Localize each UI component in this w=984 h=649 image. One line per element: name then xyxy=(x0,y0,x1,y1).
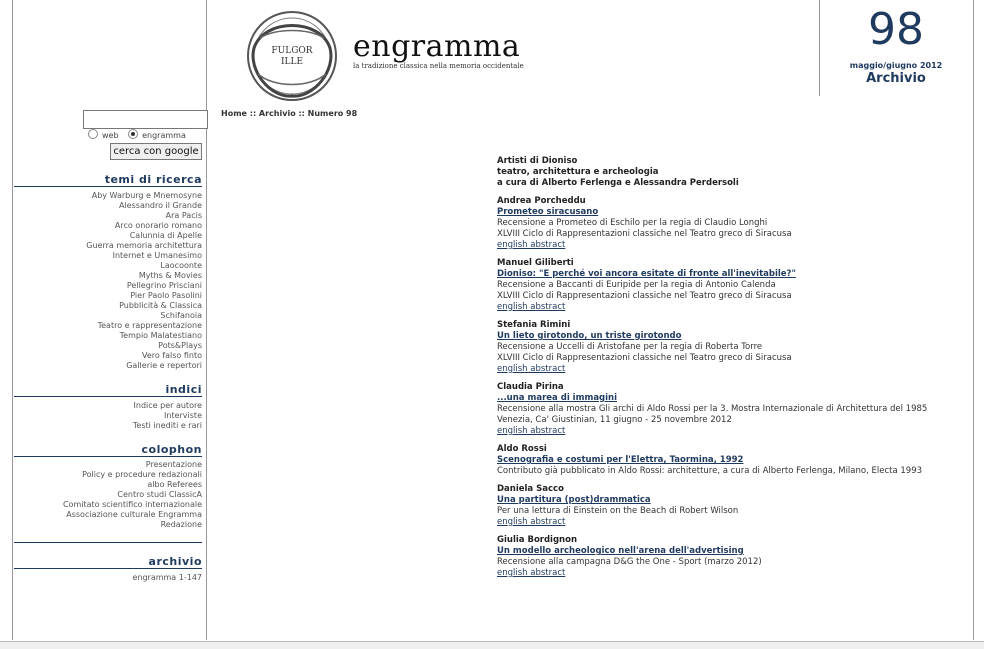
article-description: Per una lettura di Einstein on the Beach di Robert Wilson xyxy=(497,506,739,516)
sidebar-link[interactable]: Guerra memoria architettura xyxy=(86,241,202,250)
article-author: Stefania Rimini xyxy=(497,320,571,330)
sidebar-link[interactable]: Associazione culturale Engramma xyxy=(66,510,202,519)
list-colophon xyxy=(63,460,202,530)
logo-text-2: ILLE xyxy=(280,57,304,67)
sidebar-link[interactable]: Centro studi ClassicA xyxy=(117,490,202,499)
article-author: Daniela Sacco xyxy=(497,484,564,494)
article-author: Andrea Porcheddu xyxy=(497,196,586,206)
article-list xyxy=(497,196,927,579)
section-rule xyxy=(14,568,202,569)
article-title-link[interactable]: Un modello archeologico nell'arena dell'advertising xyxy=(497,546,744,556)
sidebar-link[interactable]: albo Referees xyxy=(147,480,202,489)
radio-web[interactable] xyxy=(88,129,98,139)
english-abstract-link[interactable]: english abstract xyxy=(497,364,566,374)
article-title-link[interactable]: Scenografia e costumi per l'Elettra, Taormina, 1992 xyxy=(497,455,744,465)
section-title-indici: indici xyxy=(165,383,202,396)
article-entry xyxy=(497,484,927,528)
intro-title: Artisti di Dioniso xyxy=(497,156,578,166)
article-entry xyxy=(497,196,927,251)
search-input[interactable] xyxy=(83,110,208,129)
radio-web-label: web xyxy=(102,131,119,140)
article-entry xyxy=(497,320,927,375)
article-description: Recensione alla mostra Gli archi di Aldo Rossi per la 3. Mostra Internazionale di Architettura del 1985 xyxy=(497,404,928,414)
sidebar-link[interactable]: Ara Pacis xyxy=(165,211,202,220)
logo-text-1: FULGOR xyxy=(271,46,313,56)
sidebar-link[interactable]: Teatro e rappresentazione xyxy=(97,321,202,330)
sidebar-link[interactable]: Pellegrino Prisciani xyxy=(126,281,202,290)
english-abstract-link[interactable]: english abstract xyxy=(497,568,566,578)
breadcrumb[interactable]: Home :: Archivio :: Numero 98 xyxy=(221,109,358,118)
article-title-link[interactable]: ...una marea di immagini xyxy=(497,393,618,403)
article-entry xyxy=(497,535,927,579)
search-button[interactable]: cerca con google xyxy=(110,143,202,160)
article-context: XLVIII Ciclo di Rappresentazioni classiche nel Teatro greco di Siracusa xyxy=(497,291,792,301)
sidebar-link[interactable]: Interviste xyxy=(164,411,202,420)
english-abstract-link[interactable]: english abstract xyxy=(497,302,566,312)
article-description: Recensione a Baccanti di Euripide per la regia di Antonio Calenda xyxy=(497,280,776,290)
article-author: Aldo Rossi xyxy=(497,444,547,454)
search-scope xyxy=(88,129,193,140)
section-title-colophon: colophon xyxy=(141,443,202,456)
sidebar-link[interactable]: Schifanoia xyxy=(160,311,202,320)
sidebar-link[interactable]: Indice per autore xyxy=(133,401,202,410)
sidebar-link[interactable]: Gallerie e repertori xyxy=(126,361,202,370)
english-abstract-link[interactable]: english abstract xyxy=(497,426,566,436)
section-rule xyxy=(14,186,202,187)
article-context: XLVIII Ciclo di Rappresentazioni classiche nel Teatro greco di Siracusa xyxy=(497,229,792,239)
article-entry xyxy=(497,382,927,437)
article-author: Giulia Bordignon xyxy=(497,535,577,545)
article-description: Recensione alla campagna D&G the One - Sport (marzo 2012) xyxy=(497,557,762,567)
article-author: Claudia Pirina xyxy=(497,382,564,392)
list-temi xyxy=(86,191,202,371)
sidebar-link[interactable]: Testi inediti e rari xyxy=(132,421,202,430)
radio-engramma-label: engramma xyxy=(142,131,186,140)
article-author: Manuel Giliberti xyxy=(497,258,574,268)
issue-section: Archivio xyxy=(866,71,926,86)
sidebar-link[interactable]: Internet e Umanesimo xyxy=(112,251,202,260)
brand-name[interactable]: engramma xyxy=(353,29,521,64)
sidebar-link[interactable]: Vero falso finto xyxy=(141,351,202,360)
sidebar-link[interactable]: Myths & Movies xyxy=(138,271,202,280)
sidebar-link[interactable]: Comitato scientifico internazionale xyxy=(62,500,202,509)
sidebar-link[interactable]: Pubblicità & Classica xyxy=(119,301,202,310)
issue-date: maggio/giugno 2012 xyxy=(849,61,943,70)
intro-curators: a cura di Alberto Ferlenga e Alessandra Perdersoli xyxy=(497,178,739,188)
ouroboros-logo-icon[interactable] xyxy=(244,8,340,104)
sidebar-link[interactable]: Redazione xyxy=(160,520,202,529)
article-title-link[interactable]: Dioniso: "E perché voi ancora esitate di fronte all'inevitabile?" xyxy=(497,269,796,279)
sidebar-link[interactable]: Pots&Plays xyxy=(158,341,202,350)
article-description: Recensione a Prometeo di Eschilo per la regia di Claudio Longhi xyxy=(497,218,768,228)
article-entry xyxy=(497,258,927,313)
sidebar-link[interactable]: Tempio Malatestiano xyxy=(119,331,202,340)
article-title-link[interactable]: Prometeo siracusano xyxy=(497,207,599,217)
section-title-archivio: archivio xyxy=(148,555,202,568)
sidebar-link[interactable]: Laocoonte xyxy=(160,261,202,270)
sidebar-link[interactable]: Policy e procedure redazionali xyxy=(82,470,202,479)
list-archivio xyxy=(132,573,202,583)
issue-number: 98 xyxy=(868,4,924,55)
sidebar-link[interactable]: Aby Warburg e Mnemosyne xyxy=(91,191,202,200)
issue-contents xyxy=(497,156,927,579)
article-title-link[interactable]: Una partitura (post)drammatica xyxy=(497,495,651,505)
english-abstract-link[interactable]: english abstract xyxy=(497,517,566,527)
sidebar-link[interactable]: engramma 1-147 xyxy=(132,573,202,582)
list-indici xyxy=(133,401,202,431)
article-context: Venezia, Ca' Giustinian, 11 giugno - 25 novembre 2012 xyxy=(497,415,732,425)
issue-intro xyxy=(497,156,927,189)
section-rule xyxy=(14,456,202,457)
sidebar-link[interactable]: Pier Paolo Pasolini xyxy=(130,291,202,300)
divider xyxy=(14,542,202,543)
radio-engramma[interactable] xyxy=(128,129,138,139)
sidebar-link[interactable]: Calunnia di Apelle xyxy=(129,231,202,240)
brand-tagline: la tradizione classica nella memoria occidentale xyxy=(353,62,524,70)
article-description: Contributo già pubblicato in Aldo Rossi: architetture, a cura di Alberto Ferlenga, Milano, Electa 1993 xyxy=(497,466,923,476)
sidebar-link[interactable]: Alessandro il Grande xyxy=(118,201,202,210)
sidebar-link[interactable]: Presentazione xyxy=(145,460,202,469)
article-description: Recensione a Uccelli di Aristofane per la regia di Roberta Torre xyxy=(497,342,763,352)
section-rule xyxy=(14,396,202,397)
intro-subtitle: teatro, architettura e archeologia xyxy=(497,167,659,177)
section-title-temi: temi di ricerca xyxy=(104,173,202,186)
sidebar-link[interactable]: Arco onorario romano xyxy=(114,221,202,230)
article-context: XLVIII Ciclo di Rappresentazioni classiche nel Teatro greco di Siracusa xyxy=(497,353,792,363)
window-bottom-bar xyxy=(0,642,984,649)
english-abstract-link[interactable]: english abstract xyxy=(497,240,566,250)
article-title-link[interactable]: Un lieto girotondo, un triste girotondo xyxy=(497,331,682,341)
sidebar xyxy=(12,0,207,640)
article-entry xyxy=(497,444,927,477)
